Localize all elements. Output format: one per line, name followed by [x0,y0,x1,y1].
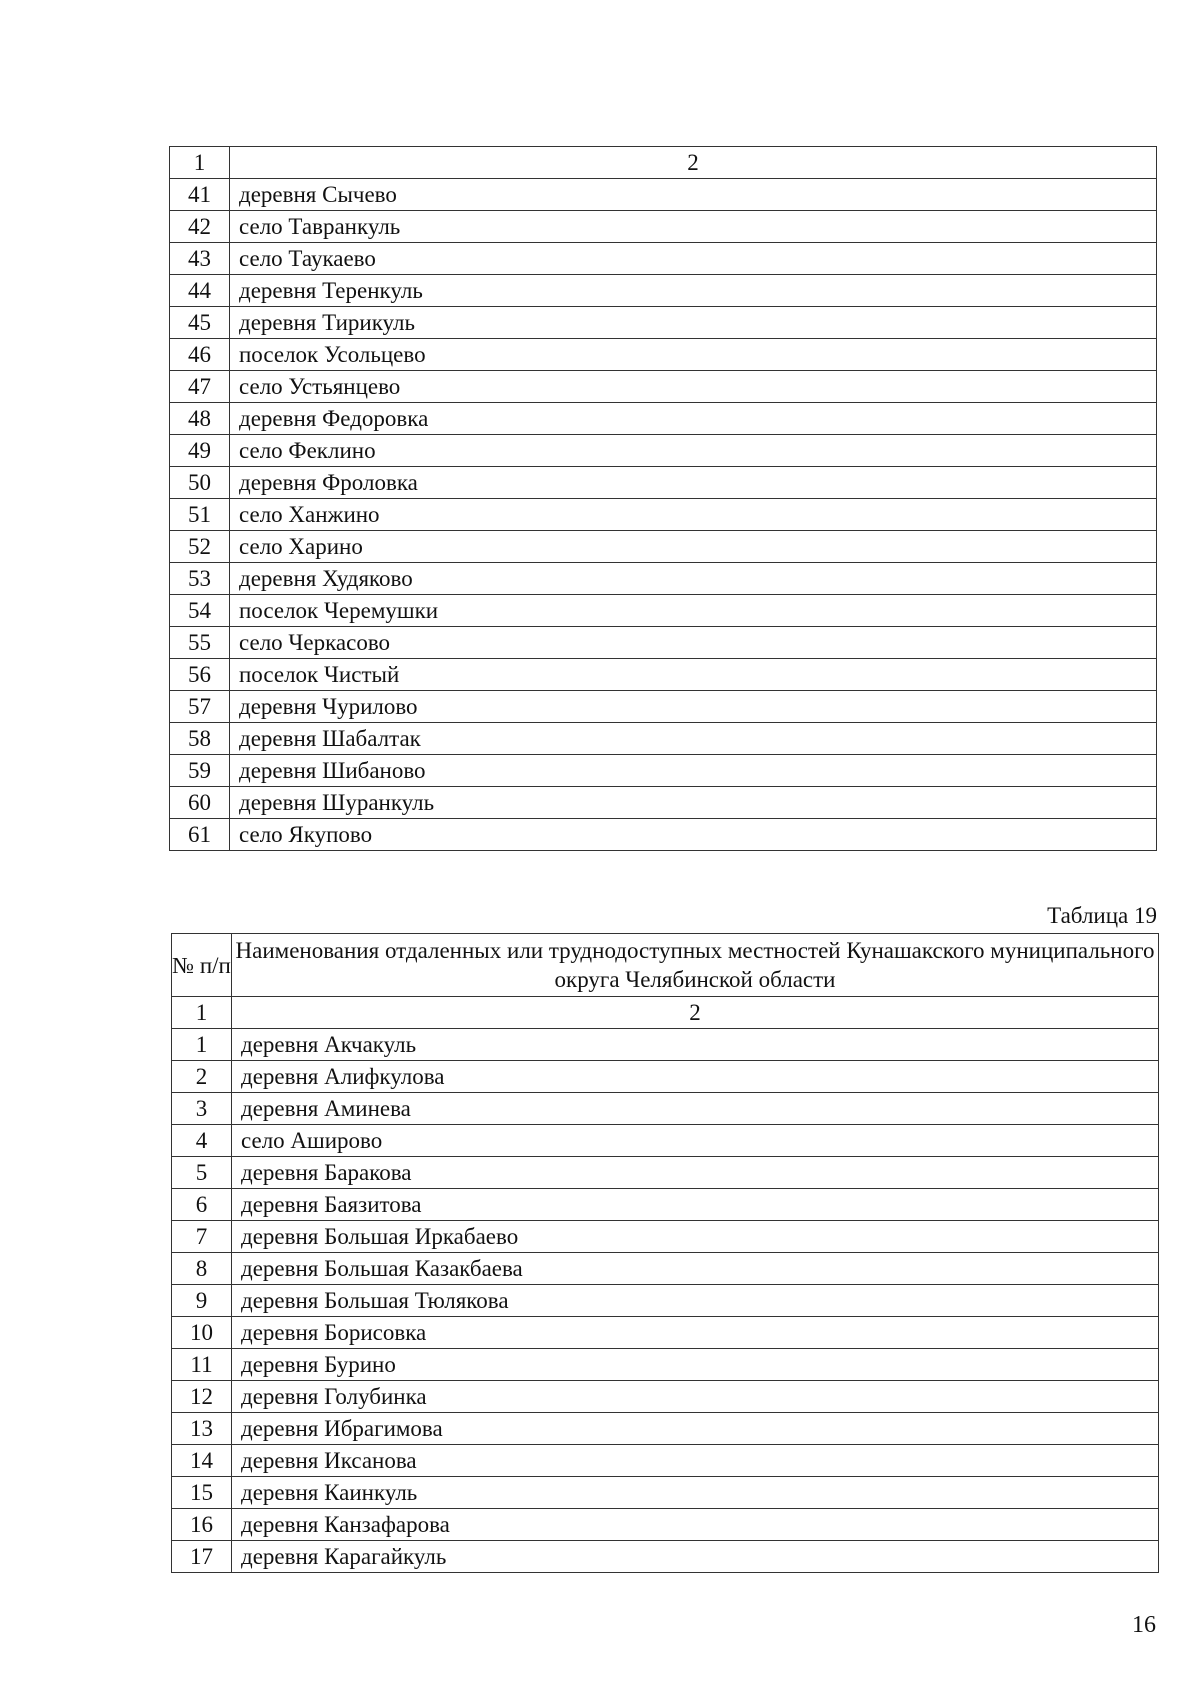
table-row [172,1317,1159,1349]
table-row [172,1413,1159,1445]
locality-name: деревня Баязитова [232,1189,1159,1221]
locality-name: поселок Усольцево [230,339,1157,371]
locality-name: деревня Бурино [232,1349,1159,1381]
table-row [170,275,1157,307]
locality-name: село Таукаево [230,243,1157,275]
settlements-table-body [170,147,1157,851]
locality-name: деревня Фроловка [230,467,1157,499]
table-row [172,1285,1159,1317]
locality-name: деревня Тирикуль [230,307,1157,339]
row-number: 56 [170,659,230,691]
table-row [170,595,1157,627]
locality-name: село Тавранкуль [230,211,1157,243]
table-row [172,1541,1159,1573]
page-number: 16 [1132,1612,1156,1638]
settlements-table-continued [169,146,1157,851]
row-number: 4 [172,1125,232,1157]
locality-name: деревня Ибрагимова [232,1413,1159,1445]
row-number: 47 [170,371,230,403]
locality-name: деревня Теренкуль [230,275,1157,307]
column-number-row [172,997,1159,1029]
row-number: 13 [172,1413,232,1445]
locality-name: деревня Аминева [232,1093,1159,1125]
table-row [170,179,1157,211]
row-number: 61 [170,819,230,851]
column-number-2: 2 [230,147,1157,179]
locality-name: село Ханжино [230,499,1157,531]
locality-name: деревня Канзафарова [232,1509,1159,1541]
column-number-row [170,147,1157,179]
row-number: 7 [172,1221,232,1253]
header-num: № п/п [172,934,232,997]
table-row [172,1157,1159,1189]
locality-name: деревня Чурилово [230,691,1157,723]
row-number: 48 [170,403,230,435]
remote-localities-table [171,933,1159,1573]
locality-name: деревня Федоровка [230,403,1157,435]
row-number: 11 [172,1349,232,1381]
row-number: 52 [170,531,230,563]
locality-name: деревня Акчакуль [232,1029,1159,1061]
locality-name: деревня Каинкуль [232,1477,1159,1509]
remote-localities-table-body [172,934,1159,1573]
row-number: 51 [170,499,230,531]
row-number: 1 [172,1029,232,1061]
locality-name: село Устьянцево [230,371,1157,403]
table-header-row [172,934,1159,997]
locality-name: село Аширово [232,1125,1159,1157]
locality-name: деревня Алифкулова [232,1061,1159,1093]
row-number: 46 [170,339,230,371]
table-row [172,1253,1159,1285]
table-row [170,499,1157,531]
row-number: 41 [170,179,230,211]
row-number: 6 [172,1189,232,1221]
table-row [172,1477,1159,1509]
table-row [172,1189,1159,1221]
table-row [172,1029,1159,1061]
locality-name: деревня Голубинка [232,1381,1159,1413]
row-number: 50 [170,467,230,499]
header-name: Наименования отдаленных или труднодоступных местностей Кунашакского муниципального округа Челябинской области [232,934,1159,997]
locality-name: деревня Карагайкуль [232,1541,1159,1573]
table-row [170,339,1157,371]
table-row [172,1125,1159,1157]
row-number: 12 [172,1381,232,1413]
row-number: 49 [170,435,230,467]
locality-name: деревня Борисовка [232,1317,1159,1349]
row-number: 60 [170,787,230,819]
row-number: 53 [170,563,230,595]
table-row [172,1381,1159,1413]
table-row [172,1445,1159,1477]
locality-name: деревня Баракова [232,1157,1159,1189]
locality-name: деревня Шуранкуль [230,787,1157,819]
column-number-2: 2 [232,997,1159,1029]
locality-name: деревня Большая Тюлякова [232,1285,1159,1317]
row-number: 9 [172,1285,232,1317]
table-row [170,723,1157,755]
table-row [170,627,1157,659]
locality-name: село Харино [230,531,1157,563]
table-row [172,1349,1159,1381]
row-number: 8 [172,1253,232,1285]
row-number: 3 [172,1093,232,1125]
row-number: 14 [172,1445,232,1477]
table-row [172,1093,1159,1125]
locality-name: деревня Большая Казакбаева [232,1253,1159,1285]
table-caption: Таблица 19 [1047,903,1157,928]
table-row [170,467,1157,499]
row-number: 59 [170,755,230,787]
row-number: 10 [172,1317,232,1349]
row-number: 55 [170,627,230,659]
row-number: 43 [170,243,230,275]
locality-name: деревня Сычево [230,179,1157,211]
row-number: 16 [172,1509,232,1541]
locality-name: деревня Шабалтак [230,723,1157,755]
locality-name: поселок Черемушки [230,595,1157,627]
locality-name: деревня Шибаново [230,755,1157,787]
table-row [170,563,1157,595]
table-row [170,691,1157,723]
row-number: 17 [172,1541,232,1573]
row-number: 44 [170,275,230,307]
locality-name: деревня Иксанова [232,1445,1159,1477]
column-number-1: 1 [170,147,230,179]
row-number: 2 [172,1061,232,1093]
table-row [172,1221,1159,1253]
locality-name: деревня Большая Иркабаево [232,1221,1159,1253]
row-number: 57 [170,691,230,723]
locality-name: село Якупово [230,819,1157,851]
row-number: 15 [172,1477,232,1509]
locality-name: поселок Чистый [230,659,1157,691]
row-number: 5 [172,1157,232,1189]
locality-name: село Черкасово [230,627,1157,659]
table-row [170,531,1157,563]
table-row [172,1061,1159,1093]
locality-name: село Феклино [230,435,1157,467]
table-row [170,371,1157,403]
table-row [170,819,1157,851]
table-row [170,755,1157,787]
table-row [170,435,1157,467]
table-row [170,211,1157,243]
table-row [172,1509,1159,1541]
row-number: 54 [170,595,230,627]
row-number: 42 [170,211,230,243]
row-number: 58 [170,723,230,755]
column-number-1: 1 [172,997,232,1029]
locality-name: деревня Худяково [230,563,1157,595]
table-row [170,243,1157,275]
table-row [170,307,1157,339]
row-number: 45 [170,307,230,339]
table-row [170,403,1157,435]
table-row [170,659,1157,691]
table-row [170,787,1157,819]
